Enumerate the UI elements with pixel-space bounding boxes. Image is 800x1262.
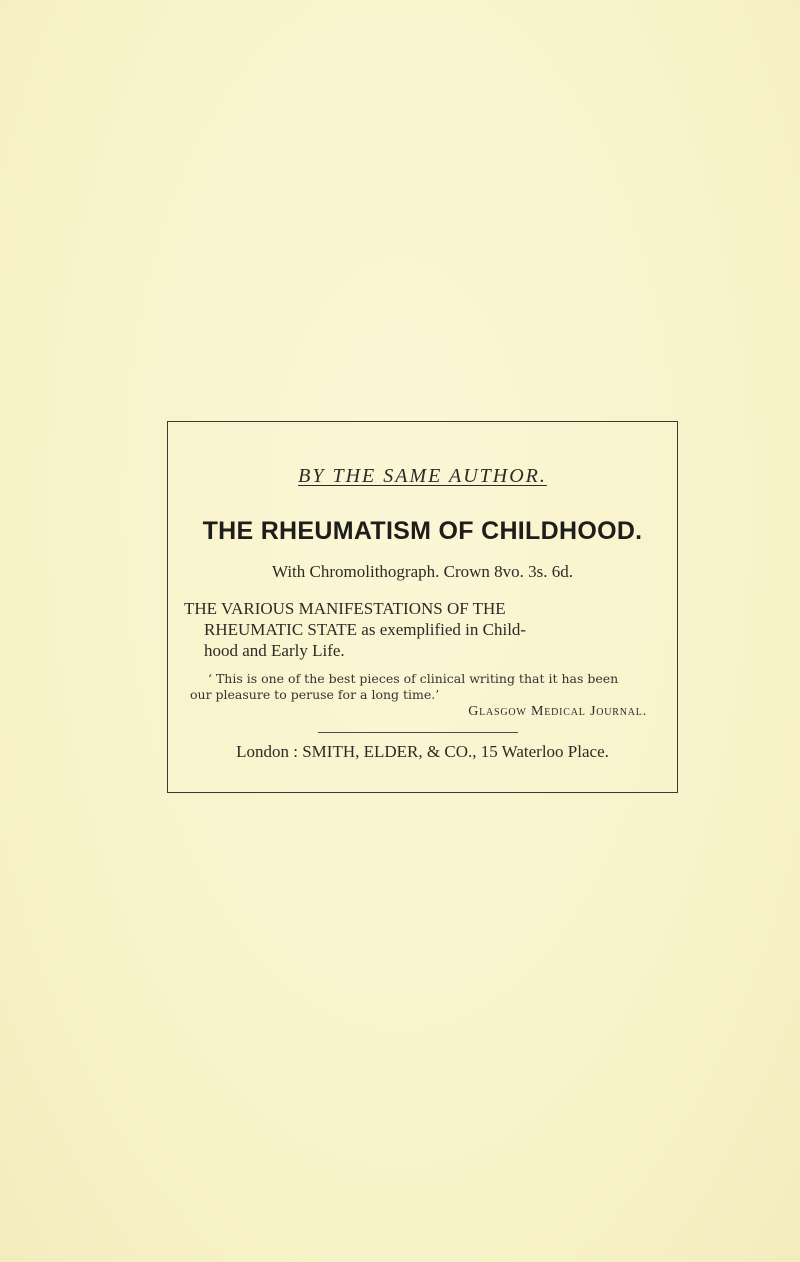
- divider-rule: [318, 732, 518, 733]
- section-heading: BY THE SAME AUTHOR.: [298, 465, 547, 487]
- title-line: hood and Early Life.: [204, 641, 345, 660]
- advertisement-box: [167, 421, 678, 793]
- title-line: THE VARIOUS MANIFESTATIONS OF THE: [184, 599, 506, 618]
- quote-line: ‘ This is one of the best pieces of clinical writing that it has been: [208, 671, 619, 686]
- book-title-rheumatism-of-childhood: THE RHEUMATISM OF CHILDHOOD.: [202, 517, 643, 545]
- book-details: With Chromolithograph. Crown 8vo. 3s. 6d.: [271, 562, 574, 581]
- title-line: RHEUMATIC STATE as exemplified in Child-: [204, 620, 527, 639]
- review-quote: [190, 671, 661, 703]
- book-title-various-manifestations: [184, 598, 657, 661]
- review-source: Glasgow Medical Journal.: [468, 704, 647, 719]
- quote-line: our pleasure to peruse for a long time.’: [190, 687, 440, 702]
- publisher-imprint: London : SMITH, ELDER, & CO., 15 Waterloo Place.: [236, 742, 609, 761]
